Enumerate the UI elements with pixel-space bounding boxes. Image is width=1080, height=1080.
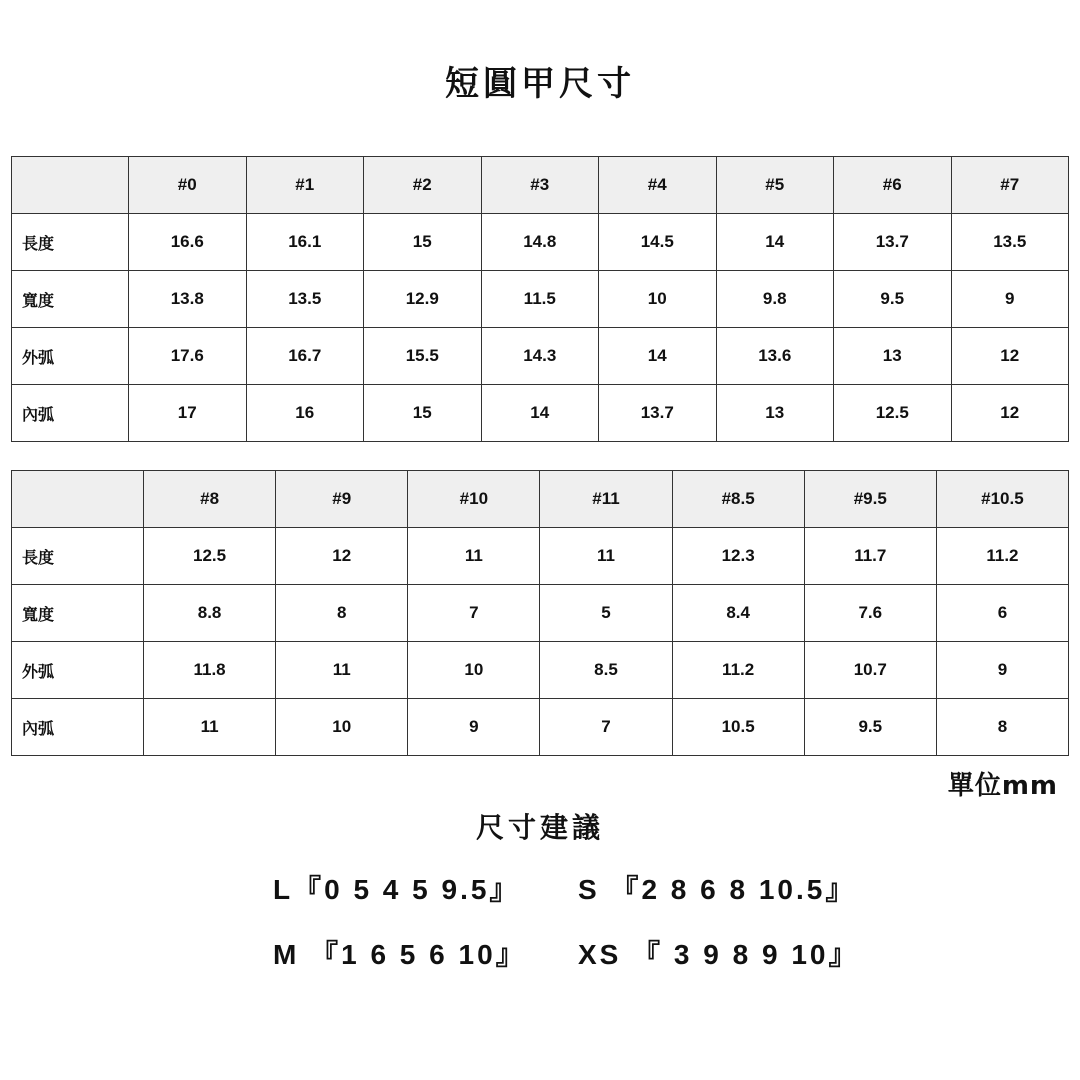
table-row bbox=[12, 699, 1069, 756]
table-cell: 7 bbox=[540, 699, 672, 756]
size-column-header: #10.5 bbox=[936, 471, 1068, 528]
table-cell: 9.5 bbox=[804, 699, 936, 756]
table-cell: 14.3 bbox=[481, 328, 599, 385]
row-label: 外弧 bbox=[12, 642, 144, 699]
table-cell: 11.2 bbox=[672, 642, 804, 699]
table-row bbox=[12, 585, 1069, 642]
table-cell: 9 bbox=[936, 642, 1068, 699]
table-cell: 11.7 bbox=[804, 528, 936, 585]
table-cell: 16 bbox=[246, 385, 364, 442]
size-column-header: #3 bbox=[481, 157, 599, 214]
table-cell: 16.1 bbox=[246, 214, 364, 271]
table-cell: 10 bbox=[276, 699, 408, 756]
table-cell: 11.8 bbox=[144, 642, 276, 699]
table-cell: 13.6 bbox=[716, 328, 834, 385]
table-cell: 8.5 bbox=[540, 642, 672, 699]
table-cell: 14.8 bbox=[481, 214, 599, 271]
table-cell: 13.5 bbox=[246, 271, 364, 328]
row-label: 外弧 bbox=[12, 328, 129, 385]
size-column-header: #8 bbox=[144, 471, 276, 528]
table-cell: 10 bbox=[408, 642, 540, 699]
size-column-header: #6 bbox=[834, 157, 952, 214]
table-cell: 9.5 bbox=[834, 271, 952, 328]
table-cell: 14.5 bbox=[599, 214, 717, 271]
table-cell: 16.7 bbox=[246, 328, 364, 385]
table-cell: 13.7 bbox=[599, 385, 717, 442]
table-cell: 16.6 bbox=[129, 214, 247, 271]
table-cell: 12.5 bbox=[834, 385, 952, 442]
suggestion-title: 尺寸建議 bbox=[475, 811, 604, 844]
size-column-header: #0 bbox=[129, 157, 247, 214]
row-label: 長度 bbox=[12, 214, 129, 271]
size-column-header: #10 bbox=[408, 471, 540, 528]
table-cell: 13 bbox=[834, 328, 952, 385]
corner-cell bbox=[12, 157, 129, 214]
table-cell: 12 bbox=[276, 528, 408, 585]
table-cell: 7 bbox=[408, 585, 540, 642]
table-cell: 14 bbox=[599, 328, 717, 385]
table-cell: 12 bbox=[951, 328, 1069, 385]
table-cell: 12.5 bbox=[144, 528, 276, 585]
table-row bbox=[12, 328, 1069, 385]
row-label: 內弧 bbox=[12, 699, 144, 756]
table-cell: 11.5 bbox=[481, 271, 599, 328]
table-cell: 11 bbox=[276, 642, 408, 699]
table-row bbox=[12, 385, 1069, 442]
table-cell: 9.8 bbox=[716, 271, 834, 328]
size-table-2 bbox=[11, 470, 1069, 756]
row-label: 長度 bbox=[12, 528, 144, 585]
table-cell: 15 bbox=[364, 214, 482, 271]
size-table-1 bbox=[11, 156, 1069, 442]
row-label: 寬度 bbox=[12, 271, 129, 328]
header-row bbox=[12, 471, 1069, 528]
size-column-header: #7 bbox=[951, 157, 1069, 214]
table-cell: 17 bbox=[129, 385, 247, 442]
corner-cell bbox=[12, 471, 144, 528]
table-cell: 8 bbox=[276, 585, 408, 642]
table-cell: 15 bbox=[364, 385, 482, 442]
table-row bbox=[12, 528, 1069, 585]
table-cell: 15.5 bbox=[364, 328, 482, 385]
size-column-header: #11 bbox=[540, 471, 672, 528]
table-cell: 10.5 bbox=[672, 699, 804, 756]
table-cell: 13.5 bbox=[951, 214, 1069, 271]
table-cell: 8 bbox=[936, 699, 1068, 756]
size-column-header: #5 bbox=[716, 157, 834, 214]
table-cell: 14 bbox=[481, 385, 599, 442]
table-cell: 12.3 bbox=[672, 528, 804, 585]
page-title: 短圓甲尺寸 bbox=[445, 64, 635, 104]
table-cell: 8.8 bbox=[144, 585, 276, 642]
table-cell: 13.7 bbox=[834, 214, 952, 271]
size-column-header: #9 bbox=[276, 471, 408, 528]
size-column-header: #9.5 bbox=[804, 471, 936, 528]
table-cell: 11.2 bbox=[936, 528, 1068, 585]
table-row bbox=[12, 214, 1069, 271]
table-cell: 5 bbox=[540, 585, 672, 642]
table-cell: 17.6 bbox=[129, 328, 247, 385]
table-row bbox=[12, 271, 1069, 328]
table-cell: 14 bbox=[716, 214, 834, 271]
table-row bbox=[12, 642, 1069, 699]
size-column-header: #1 bbox=[246, 157, 364, 214]
table-cell: 13 bbox=[716, 385, 834, 442]
table-cell: 11 bbox=[408, 528, 540, 585]
table-cell: 9 bbox=[951, 271, 1069, 328]
table-cell: 6 bbox=[936, 585, 1068, 642]
table-cell: 10 bbox=[599, 271, 717, 328]
table-cell: 11 bbox=[540, 528, 672, 585]
suggestion-s: S 『2 8 6 8 10.5』 bbox=[578, 874, 857, 905]
size-column-header: #2 bbox=[364, 157, 482, 214]
table-cell: 10.7 bbox=[804, 642, 936, 699]
suggestion-l: L『0 5 4 5 9.5』 bbox=[273, 874, 521, 905]
suggestion-m: M 『1 6 5 6 10』 bbox=[273, 939, 527, 970]
table-cell: 7.6 bbox=[804, 585, 936, 642]
table-cell: 12.9 bbox=[364, 271, 482, 328]
table-cell: 13.8 bbox=[129, 271, 247, 328]
row-label: 寬度 bbox=[12, 585, 144, 642]
table-cell: 9 bbox=[408, 699, 540, 756]
table-cell: 11 bbox=[144, 699, 276, 756]
size-column-header: #8.5 bbox=[672, 471, 804, 528]
table-cell: 8.4 bbox=[672, 585, 804, 642]
row-label: 內弧 bbox=[12, 385, 129, 442]
suggestion-xs: XS 『 3 9 8 9 10』 bbox=[578, 939, 860, 970]
table-cell: 12 bbox=[951, 385, 1069, 442]
header-row bbox=[12, 157, 1069, 214]
size-column-header: #4 bbox=[599, 157, 717, 214]
unit-label: 單位mm bbox=[947, 771, 1058, 801]
